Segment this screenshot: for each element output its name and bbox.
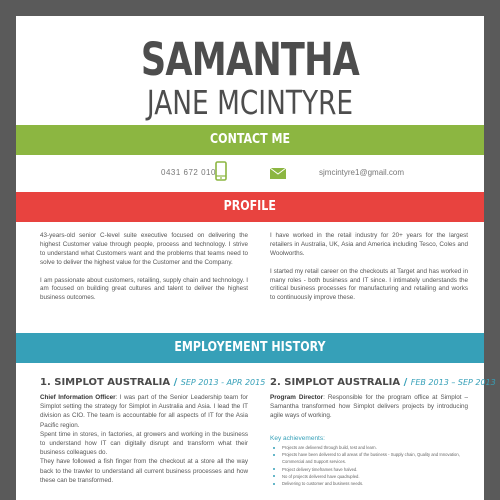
resume-page — [16, 16, 496, 500]
job-role: Program Director — [270, 394, 324, 401]
profile-paragraph: I am passionate about customers, retailing, supply chain and technology. I am focused on building great cultures and talent to deliver the highest business outcomes. — [40, 276, 248, 302]
employment-header-label: EMPLOYEMENT HISTORY — [174, 340, 326, 355]
job-heading — [40, 377, 266, 388]
phone-number: 0431 672 010 — [161, 168, 216, 177]
achievement-item: Projects have been delivered to all areas of the business - Supply chain, Quality and Innovation, Commercial and Support services. — [270, 451, 470, 465]
job-text: They have followed a fish finger from the checkout at a store all the way back to the trawler to understand all current business processes and how these can be transformed. — [40, 458, 248, 484]
mobile-phone-icon — [215, 161, 227, 186]
job-dates: FEB 2013 – SEP 2013 — [410, 378, 496, 387]
achievement-item: No of projects delivered have quadrupled. — [270, 473, 470, 480]
job-description — [270, 393, 468, 421]
contact-header-label: CONTACT ME — [209, 132, 291, 147]
profile-paragraph: I have worked in the retail industry for 20+ years for the largest retailers in Australia, UK, Asia and America including Tesco, Coles and Woolworths. — [270, 232, 468, 257]
employment-header — [16, 333, 484, 363]
job-heading — [270, 377, 496, 388]
email-address[interactable]: sjmcintyre1@gmail.com — [319, 168, 405, 177]
profile-right-column — [270, 232, 468, 312]
job-text: : I was part of the Senior Leadership team for Simplot setting the strategy for Simplot in Australia and Asia. I lead the IT division as CIO. The team is accountable for all aspects of IT for the Asia Pacific region. — [40, 394, 248, 429]
achievement-item: Delivering to customer and business needs. — [270, 480, 470, 487]
job-separator: / — [403, 377, 408, 388]
name-last: JANE MCINTYRE — [146, 83, 354, 122]
profile-left-column — [40, 232, 248, 312]
profile-paragraph: 43-years-old senior C-level suite executive focused on delivering the highest Customer value through people, process and technology. I strive to understand what Customers want and the problems that teams need to solve to deliver the highest value for the Customer and the Company. — [40, 232, 248, 266]
job-text: : Responsible for the program office at Simplot – Samantha transformed how Simplot delivers projects by introducing agile ways of working. — [270, 394, 468, 420]
profile-paragraph: I started my retail career on the checkouts at Target and has worked in many roles - both business and IT since. I intimately understands the critical business processes for manufacturing and retailing and works to continuously improve these. — [270, 267, 468, 302]
envelope-icon — [270, 166, 286, 184]
name-first: SAMANTHA — [140, 33, 360, 86]
job-company: 1. SIMPLOT AUSTRALIA — [40, 377, 171, 388]
job-dates: SEP 2013 - APR 2015 — [180, 378, 266, 387]
contact-header — [16, 125, 484, 155]
achievements-list — [270, 444, 470, 487]
profile-header — [16, 192, 484, 222]
achievement-item: Project delivery timeframes have halved. — [270, 466, 470, 473]
job-text: Spent time in stores, in factories, at growers and working in the business to understand how IT can digitally disrupt and transform what their business colleagues do. — [40, 430, 248, 457]
job-role: Chief Information Officer — [40, 394, 116, 401]
achievements-title: Key achievements: — [270, 435, 325, 442]
job-description — [40, 393, 248, 485]
job-separator: / — [173, 377, 178, 388]
profile-header-label: PROFILE — [223, 199, 277, 214]
job-company: 2. SIMPLOT AUSTRALIA — [270, 377, 401, 388]
achievement-item: Projects are delivered through build, test and learn. — [270, 444, 470, 451]
